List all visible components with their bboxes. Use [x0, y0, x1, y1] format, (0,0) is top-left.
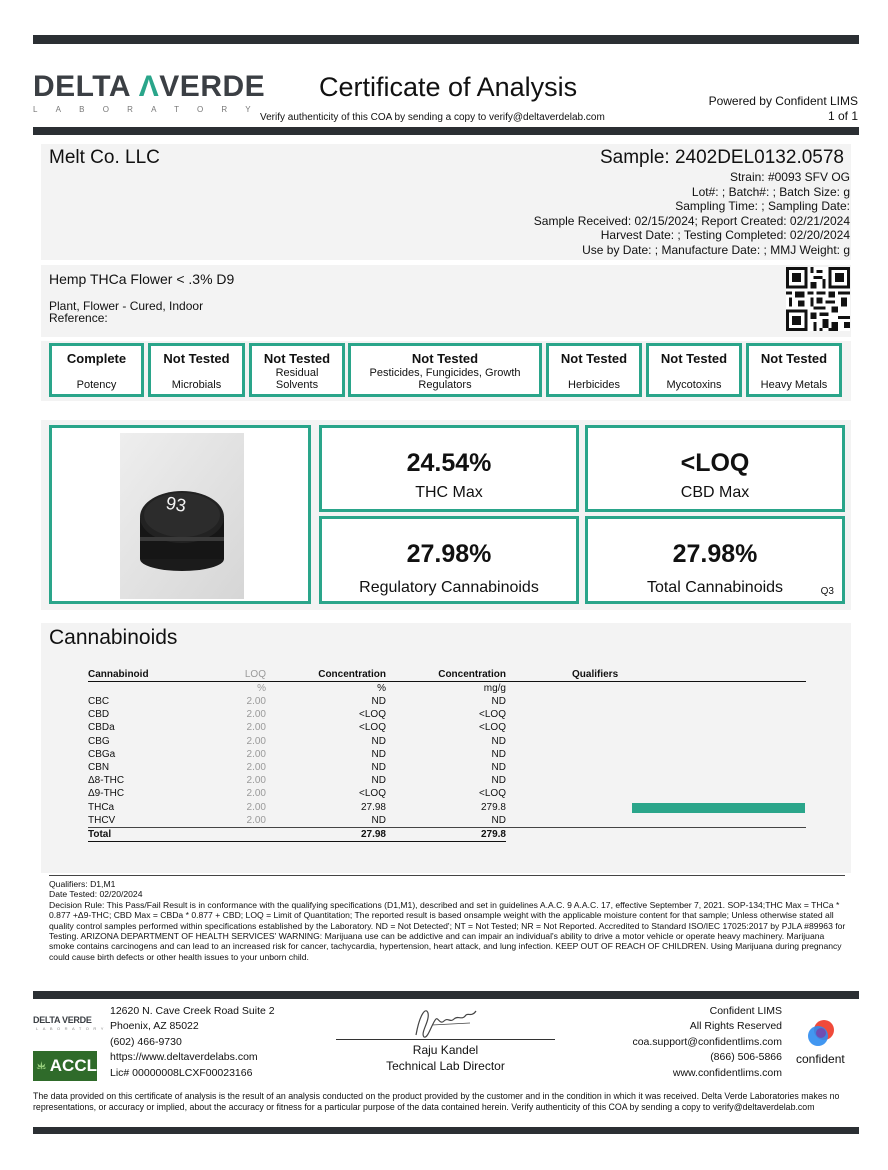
test-status: Not Tested — [560, 351, 628, 366]
test-status: Not Tested — [411, 351, 479, 366]
table-row — [88, 774, 806, 787]
sample-meta — [534, 170, 850, 258]
test-name: Mycotoxins — [666, 379, 722, 391]
product-category: Plant, Flower - Cured, Indoor — [49, 299, 204, 313]
cell-loq: 2.00 — [246, 696, 266, 708]
header-bar — [33, 127, 859, 135]
confident-logo-icon — [806, 1018, 836, 1048]
notes-divider — [49, 875, 845, 876]
cell-loq — [206, 827, 266, 841]
cell-name: CBN — [88, 762, 110, 774]
contact-line: All Rights Reserved — [689, 1020, 782, 1033]
cell-name: CBG — [88, 735, 110, 747]
unit-cell: mg/g — [483, 683, 506, 694]
cell-pct: <LOQ — [359, 709, 386, 721]
decision-rule-note: Decision Rule: This Pass/Fail Result is in conformance with the qualifying specifications (D1,M1), described and set in guidelines A.A.C. 9 A.A.C. 17, effective September 7, 2021. SOP-134;THC Max = THCa * 0.877 +Δ9-THC; CBD Max = CBDa * 0.877 + CBD; LOQ = Limit of Quantitation; The reported result is based onsample weight with the applicable moisture content for that sample; Unless otherwise stated all quality control samples performed within specifications established by the Laboratory. ND = Not Detected'; NT = Not Tested; NR = Not Reported. Accredited to Standard ISO/IEC 17025:2017 by PJLA #89963 for Testing. ARIZONA DEPARTMENT OF HEALTH SERVICES' WARNING: Marijuana use can be addictive and can impair an individual's ability to drive a motor vehicle or operate heavy machinery. Marijuana smoke contains carcinogens and can lead to an increased risk for cancer, tachycardia, hypertension, heart attack, and lung infection. KEEP OUT OF REACH OF CHILDREN. Using Marijuana during pregnancy could cause birth defects or other health issues to your unborn child. — [49, 899, 846, 962]
thca-concentration-bar — [632, 803, 805, 813]
cannabis-leaf-icon — [36, 1054, 47, 1078]
cell-mg: ND — [491, 762, 506, 774]
test-potency — [49, 343, 144, 397]
meta-line: Harvest Date: ; Testing Completed: 02/20/2024 — [600, 228, 850, 243]
cell-name: THCa — [88, 801, 115, 813]
total-cannabinoids-box — [585, 516, 845, 604]
total-cannabinoids-label: Total Cannabinoids — [646, 579, 784, 596]
test-heavy-metals — [746, 343, 842, 397]
cell-qualifier — [506, 708, 806, 721]
cell-loq: 2.00 — [246, 735, 266, 747]
footer-logo-text: DELTA VERDE — [33, 1015, 92, 1025]
page-number: 1 of 1 — [827, 109, 858, 123]
cell-name: CBDa — [88, 722, 115, 734]
cell-mg: <LOQ — [479, 709, 506, 721]
accl-badge — [33, 1051, 97, 1081]
jar-label: 93 — [164, 492, 188, 516]
test-pesticides — [348, 343, 542, 397]
cell-name: Δ8-THC — [88, 775, 125, 787]
cell-loq: 2.00 — [246, 775, 266, 787]
test-status: Complete — [66, 351, 127, 366]
meta-line: Lot#: ; Batch#: ; Batch Size: g — [691, 184, 850, 199]
footer-bar — [33, 991, 859, 999]
cbd-max-label: CBD Max — [680, 484, 750, 501]
cell-name: CBC — [88, 696, 110, 708]
product-type: Hemp THCa Flower < .3% D9 — [49, 271, 235, 287]
cell-mg: 279.8 — [480, 801, 506, 813]
table-row — [88, 695, 806, 708]
logo-triangle-icon: Λ — [138, 70, 160, 103]
cbd-max-box — [585, 425, 845, 512]
product-description — [49, 300, 203, 324]
disclaimer: The data provided on this certificate of analysis is the result of an analysis conducted on the product provided by the customer and in the condition in which it was received. Delta Verde Laboratories makes no representations, or accuracy or implied, about the accuracy or fitness for a particular purpose of the data contained herein. Verify authenticity of this COA by sending a copy to verify@deltaverdelab.com — [33, 1091, 840, 1112]
cell-mg: ND — [491, 748, 506, 760]
cell-name: Total — [88, 827, 206, 841]
cell-name: THCV — [88, 814, 206, 828]
date-tested-note: Date Tested: 02/20/2024 — [49, 889, 143, 900]
cell-mg: ND — [491, 775, 506, 787]
test-name: Herbicides — [568, 379, 620, 391]
test-status: Not Tested — [263, 351, 331, 366]
product-photo-box — [49, 425, 311, 604]
unit-cell — [88, 682, 206, 696]
test-name: Residual Solvents — [275, 367, 319, 391]
confident-contact — [632, 1004, 782, 1081]
cell-qualifier — [506, 801, 806, 814]
signature-line — [336, 1039, 555, 1040]
cell-qualifier — [506, 695, 806, 708]
table-row — [88, 801, 806, 814]
unit-cell: % — [257, 683, 266, 694]
verify-text: Verify authenticity of this COA by sending a copy to verify@deltaverdelab.com — [260, 112, 605, 123]
test-herbicides — [546, 343, 642, 397]
contact-phone: (866) 506-5866 — [710, 1051, 782, 1064]
qr-code-icon[interactable] — [786, 267, 850, 331]
cbd-max-value: <LOQ — [680, 449, 750, 477]
cell-loq: 2.00 — [246, 788, 266, 800]
confident-website-link[interactable]: www.confidentlims.com — [672, 1066, 782, 1079]
cell-loq: 2.00 — [246, 762, 266, 774]
address-line: Phoenix, AZ 85022 — [110, 1020, 199, 1033]
thc-max-value: 24.54% — [406, 449, 492, 477]
table-header-row — [88, 668, 806, 682]
column-header: LOQ — [206, 668, 266, 682]
logo-delta-text: DELTA — [33, 70, 130, 103]
director-title: Technical Lab Director — [386, 1058, 505, 1073]
client-name: Melt Co. LLC — [49, 147, 160, 168]
cell-pct: ND — [371, 748, 386, 760]
table-total-row — [88, 827, 806, 841]
cell-pct: <LOQ — [359, 722, 386, 734]
cell-mg: <LOQ — [479, 788, 506, 800]
table-row — [88, 708, 806, 721]
cell-pct: ND — [371, 696, 386, 708]
cell-qualifier — [506, 761, 806, 774]
accl-text: ACCL — [49, 1056, 97, 1075]
footer-logo — [33, 1015, 92, 1025]
jar-image — [120, 433, 244, 599]
regulatory-cannabinoids-value: 27.98% — [406, 540, 492, 568]
page-title: Certificate of Analysis — [319, 72, 578, 102]
cell-mg: 279.8 — [386, 827, 506, 841]
cell-mg: ND — [386, 814, 506, 828]
table-row — [88, 721, 806, 734]
cell-loq: 2.00 — [246, 722, 266, 734]
cell-qualifier — [506, 827, 806, 841]
test-status: Not Tested — [660, 351, 728, 366]
thc-max-box — [319, 425, 579, 512]
cell-pct: 27.98 — [360, 801, 386, 813]
table-row — [88, 748, 806, 761]
cell-qualifier — [506, 814, 806, 828]
logo-verde-text: VERDE — [159, 70, 266, 103]
test-name: Pesticides, Fungicides, Growth Regulators — [369, 367, 521, 391]
cell-pct: ND — [371, 762, 386, 774]
test-name: Heavy Metals — [760, 379, 828, 391]
product-photo[interactable] — [120, 433, 244, 599]
logo-laboratory-text: LABORATORY — [33, 105, 269, 114]
lab-director — [336, 1043, 555, 1074]
table-row — [88, 735, 806, 748]
cell-mg: <LOQ — [479, 722, 506, 734]
unit-cell: % — [377, 683, 386, 694]
powered-by — [709, 94, 858, 124]
meta-line: Sampling Time: ; Sampling Date: — [675, 199, 850, 214]
director-name: Raju Kandel — [412, 1043, 479, 1057]
table-row — [88, 761, 806, 774]
test-microbials — [148, 343, 245, 397]
meta-line: Sample Received: 02/15/2024; Report Created: 02/21/2024 — [533, 213, 850, 228]
cell-loq: 2.00 — [206, 814, 266, 828]
meta-line: Strain: #0093 SFV OG — [729, 170, 850, 184]
top-bar — [33, 35, 859, 44]
notes-block — [49, 879, 849, 962]
cell-pct: <LOQ — [359, 788, 386, 800]
sample-id: Sample: 2402DEL0132.0578 — [599, 147, 844, 168]
cell-loq: 2.00 — [246, 801, 266, 813]
regulatory-cannabinoids-label: Regulatory Cannabinoids — [359, 579, 539, 596]
delta-verde-logo — [33, 70, 269, 114]
qualifiers-note: Qualifiers: D1,M1 — [49, 879, 116, 889]
cell-pct: ND — [266, 814, 386, 828]
test-name: Potency — [76, 379, 117, 391]
cannabinoids-title: Cannabinoids — [49, 626, 178, 649]
product-reference: Reference: — [49, 311, 108, 325]
signature-icon — [410, 1003, 482, 1041]
qualifier-badge: Q3 — [820, 586, 834, 597]
cell-loq: 2.00 — [246, 709, 266, 721]
cell-name: Δ9-THC — [88, 788, 125, 800]
table-row — [88, 814, 806, 828]
regulatory-cannabinoids-box — [319, 516, 579, 604]
thc-max-label: THC Max — [415, 484, 483, 501]
column-header: Concentration — [386, 668, 506, 682]
cell-qualifier — [506, 748, 806, 761]
total-cannabinoids-value: 27.98% — [672, 540, 758, 568]
meta-line: Use by Date: ; Manufacture Date: ; MMJ Weight: g — [582, 242, 850, 257]
column-header: Concentration — [266, 668, 386, 682]
test-status: Not Tested — [163, 351, 230, 366]
test-status: Not Tested — [760, 351, 828, 366]
phone: (602) 466-9730 — [110, 1035, 182, 1048]
cell-name: CBGa — [88, 748, 116, 760]
test-name: Microbials — [171, 379, 222, 391]
unit-cell — [506, 682, 806, 696]
cell-pct: ND — [371, 735, 386, 747]
powered-by-text: Powered by Confident LIMS — [708, 94, 858, 108]
cell-qualifier — [506, 735, 806, 748]
confident-logo-text: confident — [796, 1052, 845, 1066]
table-unit-row — [88, 682, 806, 696]
test-mycotoxins — [646, 343, 742, 397]
cell-name: CBD — [88, 709, 110, 721]
cell-qualifier — [506, 787, 806, 800]
website-link[interactable]: https://www.deltaverdelabs.com — [110, 1051, 258, 1064]
footer-logo-sub: LABORATORY — [36, 1026, 108, 1031]
column-header: Qualifiers — [506, 668, 806, 682]
support-email-link[interactable]: coa.support@confidentlims.com — [632, 1035, 782, 1048]
test-residual-solvents — [249, 343, 345, 397]
lab-address — [110, 1004, 275, 1081]
cell-qualifier — [506, 774, 806, 787]
license-number: Lic# 00000008LCXF00023166 — [110, 1066, 253, 1079]
cell-mg: ND — [491, 735, 506, 747]
address-line: 12620 N. Cave Creek Road Suite 2 — [110, 1005, 275, 1017]
cell-pct: ND — [371, 775, 386, 787]
cannabinoids-table — [88, 668, 806, 842]
table-row — [88, 787, 806, 800]
cell-loq: 2.00 — [246, 748, 266, 760]
column-header: Cannabinoid — [88, 668, 206, 682]
cell-pct: 27.98 — [266, 827, 386, 841]
contact-line: Confident LIMS — [709, 1005, 782, 1017]
cell-mg: ND — [491, 696, 506, 708]
cell-qualifier — [506, 721, 806, 734]
bottom-bar — [33, 1127, 859, 1134]
